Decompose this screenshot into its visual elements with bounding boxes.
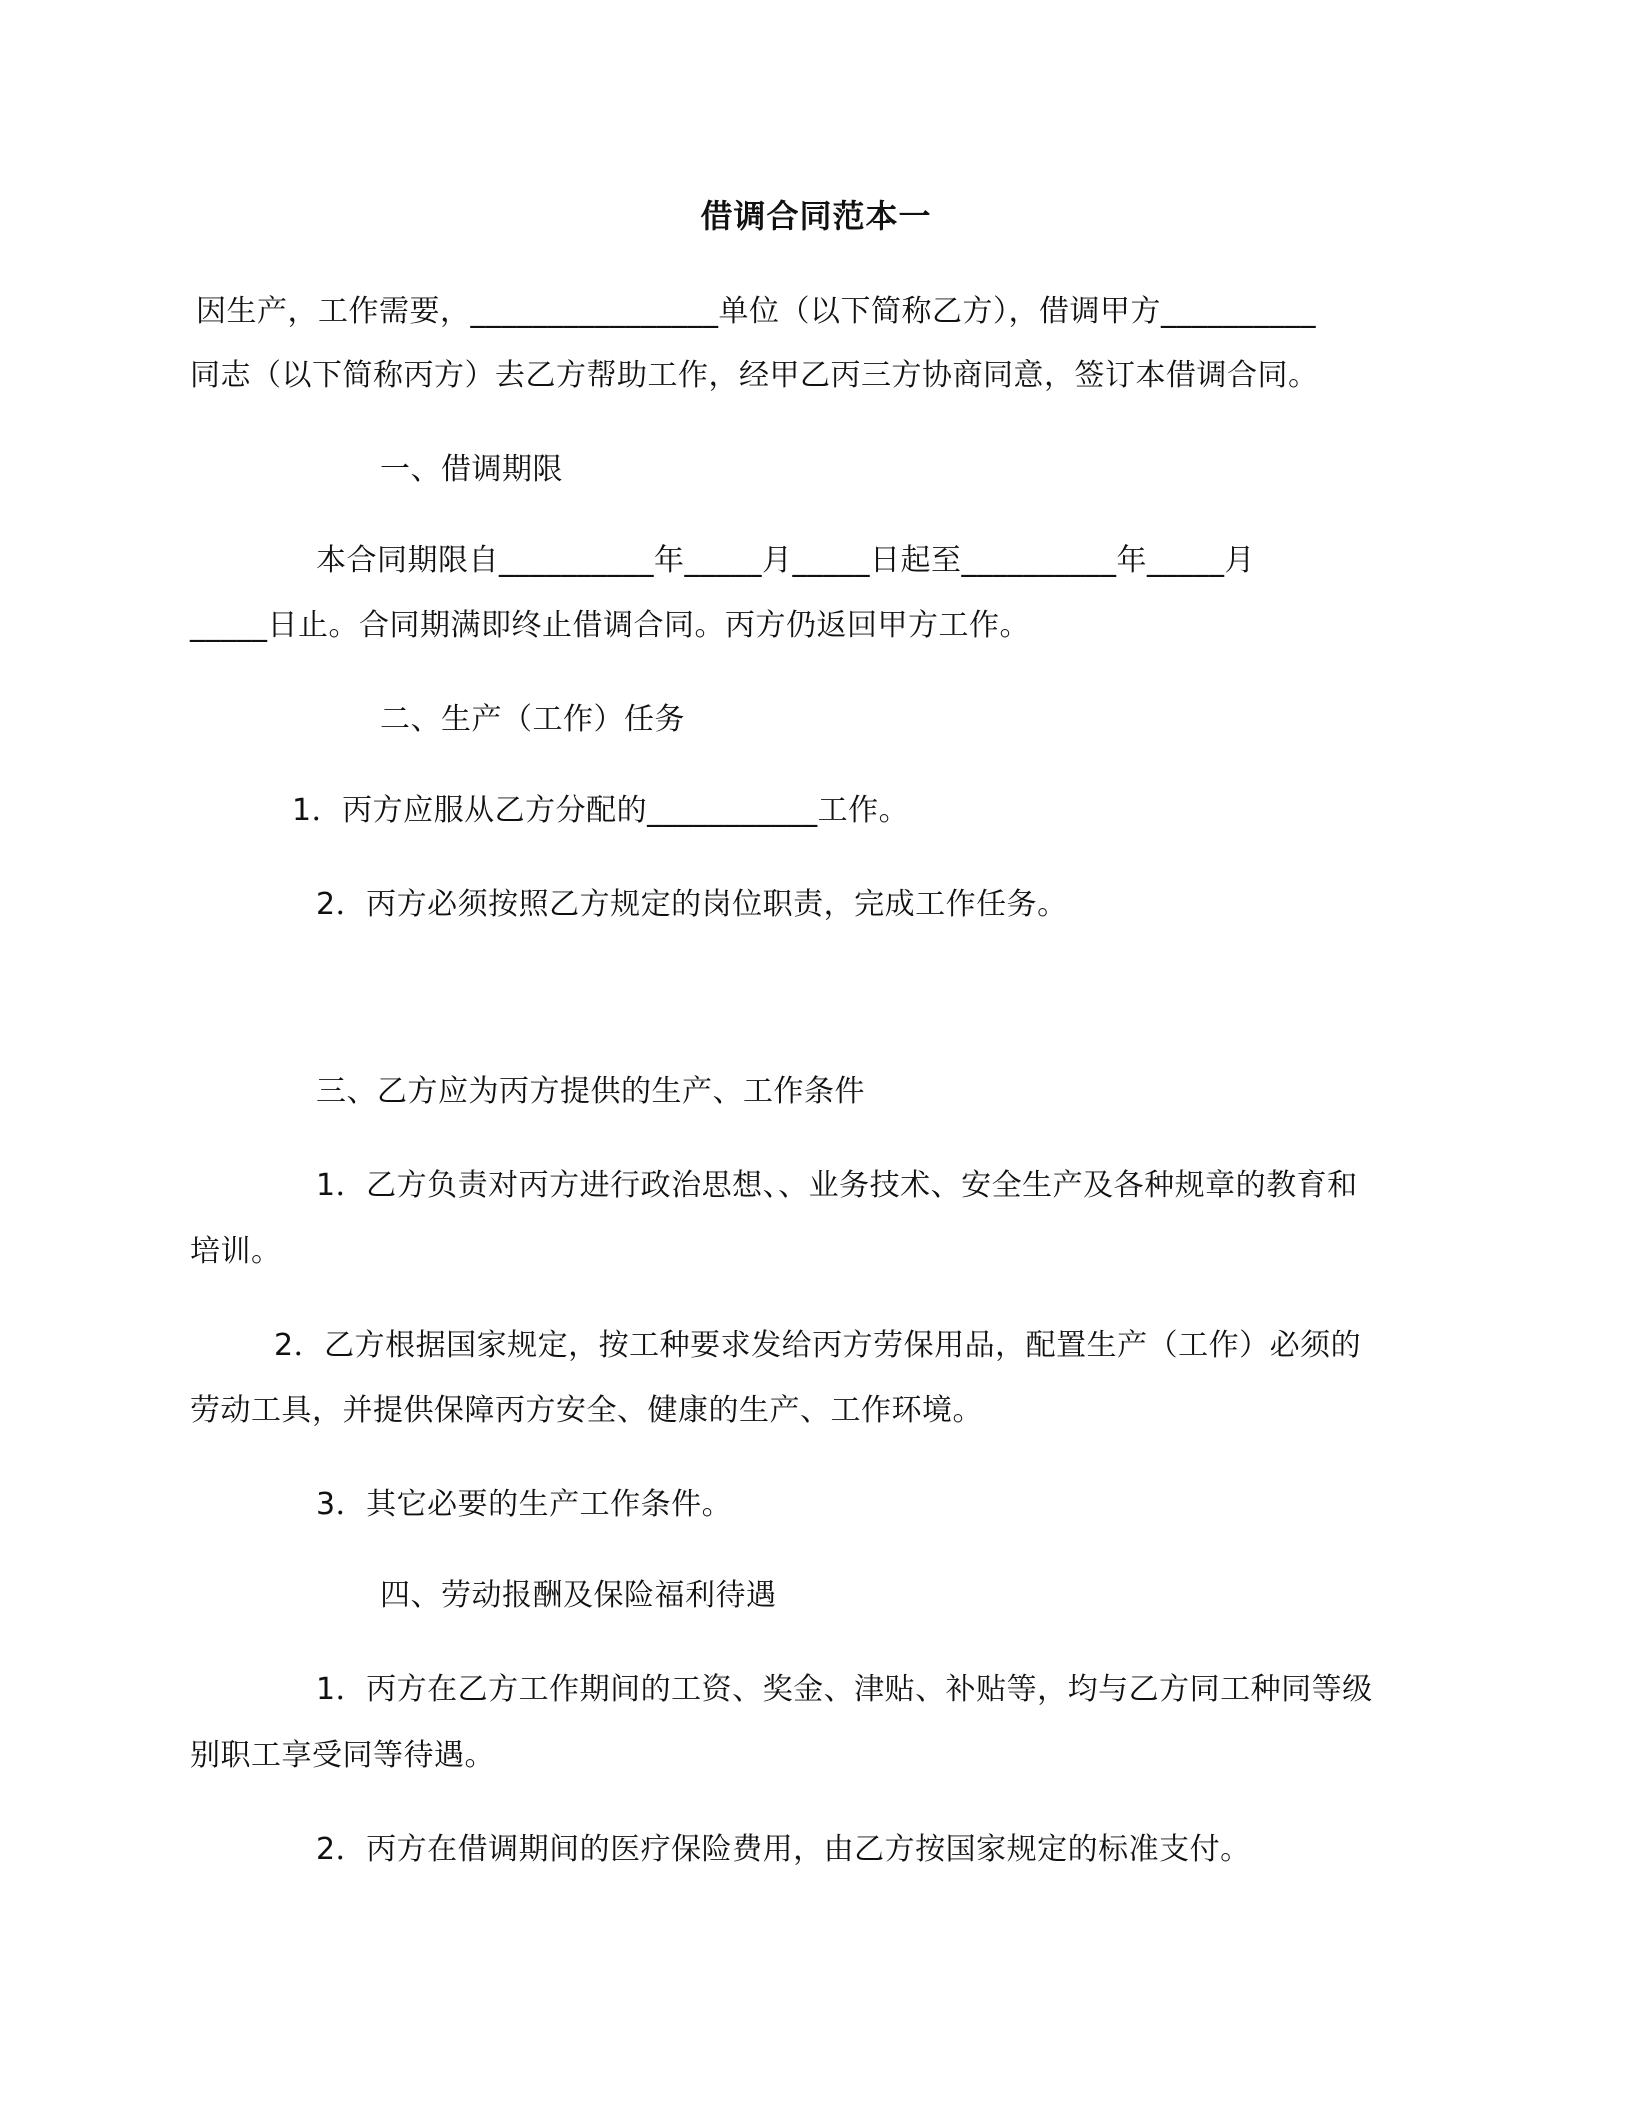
document-title: 借调合同范本一 [700, 197, 932, 235]
section-1-line-2: _____日止。合同期满即终止借调合同。丙方仍返回甲方工作。 [190, 608, 1030, 643]
intro-line-2: 同志（以下简称丙方）去乙方帮助工作，经甲乙丙三方协商同意，签订本借调合同。 [190, 358, 1319, 393]
section-3-item-2-line-2: 劳动工具，并提供保障丙方安全、健康的生产、工作环境。 [190, 1393, 983, 1428]
section-3-item-1-line-1: 1．乙方负责对丙方进行政治思想、、业务技术、安全生产及各种规章的教育和 [316, 1168, 1358, 1203]
section-4-item-1-line-2: 别职工享受同等待遇。 [190, 1738, 495, 1773]
section-4-heading: 四、劳动报酬及保险福利待遇 [380, 1578, 777, 1613]
section-1-line-1: 本合同期限自__________年_____月_____日起至__________年_____月 [316, 543, 1255, 578]
section-4-item-1-line-1: 1．丙方在乙方工作期间的工资、奖金、津贴、补贴等，均与乙方同工种同等级 [316, 1672, 1373, 1707]
section-3-item-3: 3．其它必要的生产工作条件。 [316, 1487, 733, 1522]
section-3-item-2-line-1: 2．乙方根据国家规定，按工种要求发给丙方劳保用品，配置生产（工作）必须的 [274, 1328, 1362, 1363]
section-2-item-2: 2．丙方必须按照乙方规定的岗位职责，完成工作任务。 [316, 887, 1068, 922]
intro-line-1: 因生产，工作需要，________________单位（以下简称乙方），借调甲方__________ [196, 294, 1316, 329]
section-3-heading: 三、乙方应为丙方提供的生产、工作条件 [316, 1074, 865, 1109]
section-1-heading: 一、借调期限 [380, 452, 563, 487]
section-4-item-2: 2．丙方在借调期间的医疗保险费用，由乙方按国家规定的标准支付。 [316, 1832, 1251, 1867]
section-2-item-1: 1．丙方应服从乙方分配的___________工作。 [292, 793, 910, 828]
section-3-item-1-line-2: 培训。 [190, 1234, 282, 1269]
section-2-heading: 二、生产（工作）任务 [380, 702, 685, 737]
